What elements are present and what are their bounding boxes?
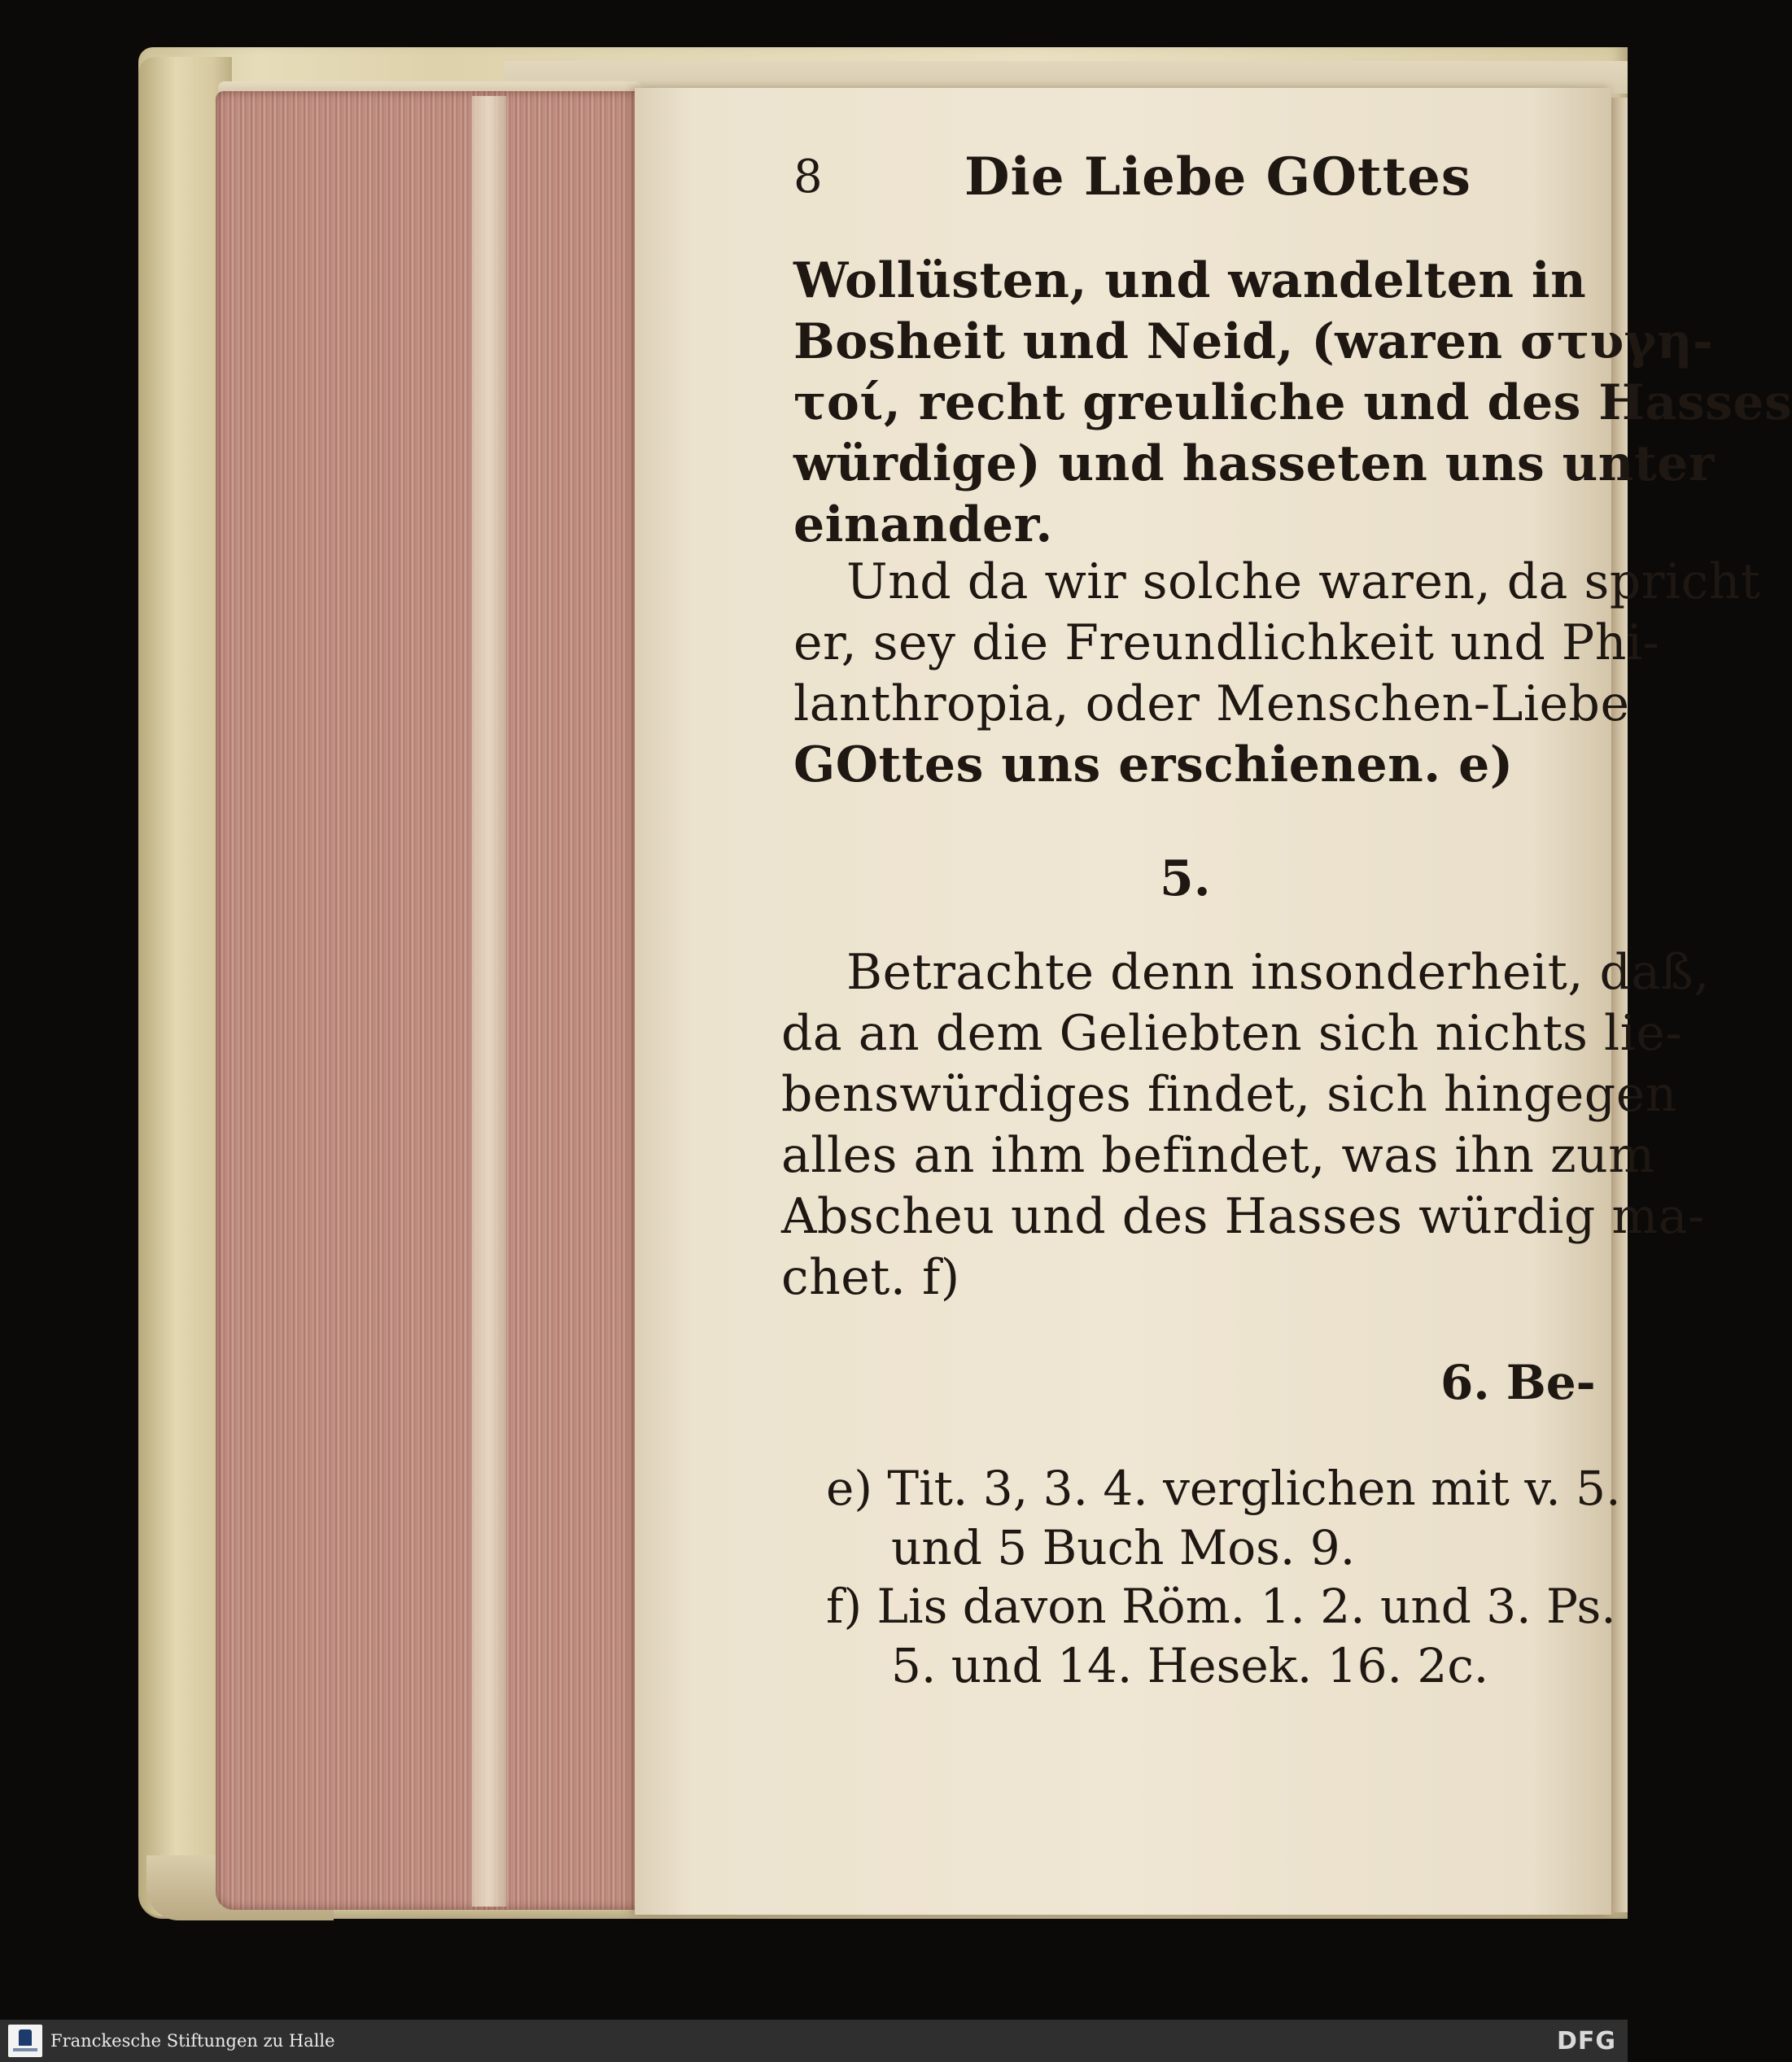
body-line: würdige) und hasseten uns unter — [793, 435, 1715, 492]
paragraph-line: da an dem Geliebten sich nichts lie- — [781, 1005, 1683, 1062]
body-line: Bosheit und Neid, (waren στυγη- — [793, 313, 1714, 370]
page-number: 8 — [793, 151, 823, 203]
paragraph-line: Abscheu und des Hasses würdig ma- — [781, 1188, 1705, 1245]
body-line: Und da wir solche waren, da spricht — [846, 553, 1761, 610]
body-line: lanthropia, oder Menschen-Liebe — [793, 675, 1630, 732]
footnote-line: und 5 Buch Mos. 9. — [891, 1520, 1356, 1575]
red-page-edges — [216, 91, 643, 1910]
paragraph-line: Betrachte denn insonderheit, daß, — [846, 944, 1710, 1001]
paragraph-line: chet. f) — [781, 1249, 960, 1306]
catchword: 6. Be- — [1440, 1355, 1596, 1410]
running-head: Die Liebe GOttes — [964, 146, 1471, 208]
section-number: 5. — [1160, 850, 1211, 907]
institution-name: Franckesche Stiftungen zu Halle — [50, 2031, 335, 2051]
dfg-logo: DFG — [1556, 2027, 1616, 2055]
footnote-line: 5. und 14. Hesek. 16. 2c. — [891, 1638, 1489, 1693]
body-line: GOttes uns erschienen. e) — [793, 736, 1514, 793]
francke-foundations-logo-icon — [8, 2025, 42, 2057]
body-line: er, sey die Freundlichkeit und Phi- — [793, 614, 1660, 671]
footnote-line: e) Tit. 3, 3. 4. verglichen mit v. 5. — [826, 1461, 1621, 1516]
body-line: einander. — [793, 496, 1053, 553]
viewer-footer — [0, 2020, 1628, 2062]
footnote-line: f) Lis davon Röm. 1. 2. und 3. Ps. — [826, 1579, 1616, 1634]
body-line: τοί, recht greuliche und des Hasses — [793, 374, 1792, 431]
paragraph-line: benswürdiges findet, sich hingegen — [781, 1066, 1677, 1123]
paragraph-line: alles an ihm befindet, was ihn zum — [781, 1127, 1655, 1184]
page-block-gap — [472, 96, 506, 1907]
body-line: Wollüsten, und wandelten in — [793, 252, 1587, 309]
